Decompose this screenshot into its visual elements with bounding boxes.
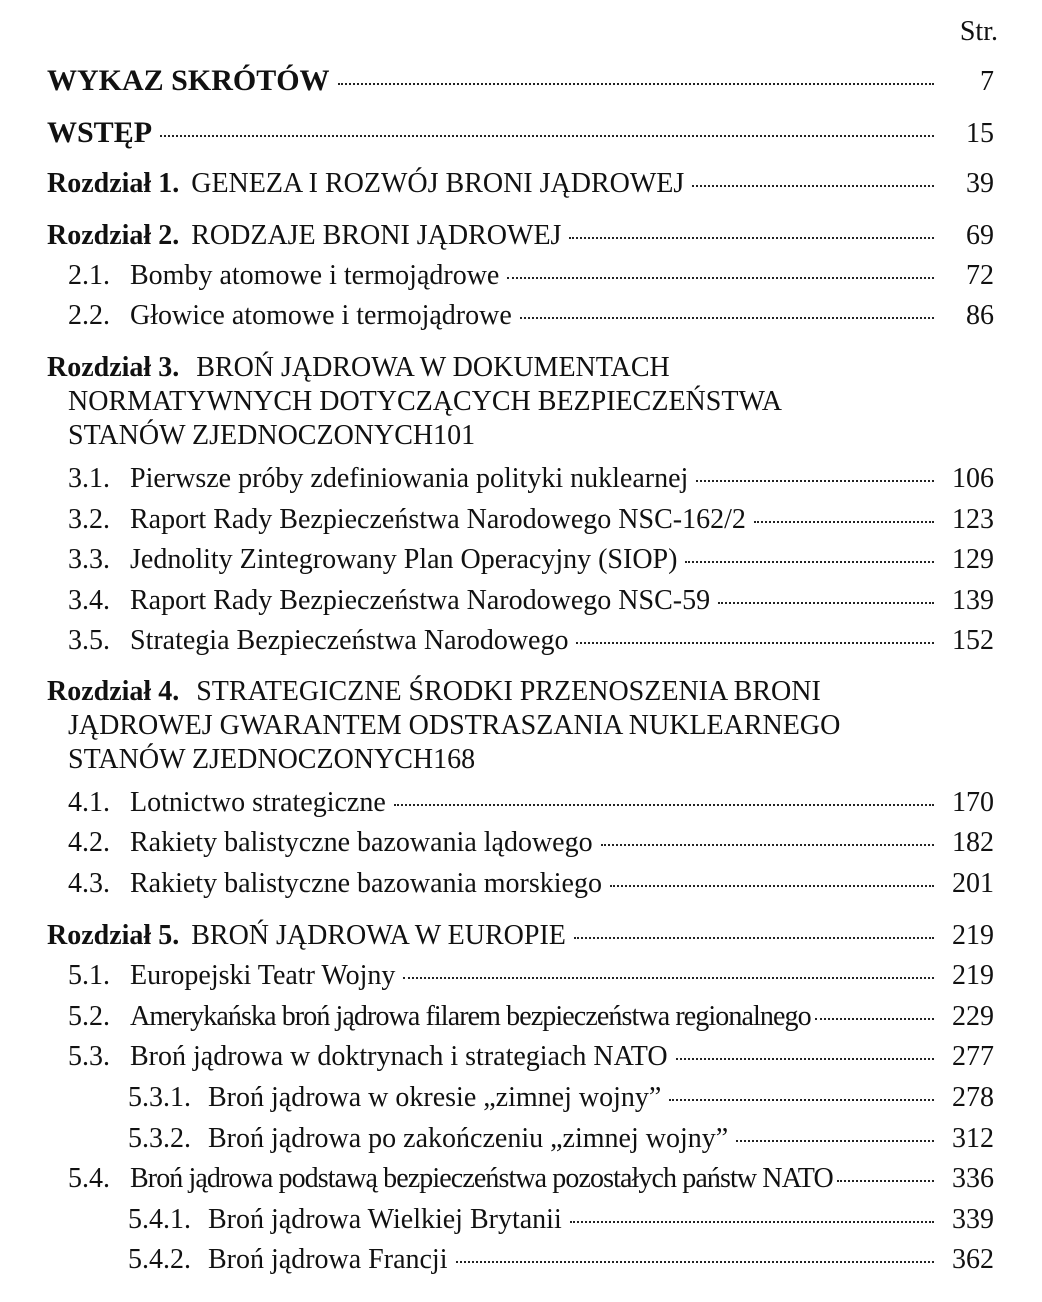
toc-page-number: 123 [952, 504, 994, 535]
toc-page-number: 219 [952, 960, 994, 991]
toc-entry-title: WYKAZ SKRÓTÓW [47, 64, 330, 97]
toc-page-number: 219 [952, 920, 994, 951]
section-number: 3.4. [68, 585, 110, 616]
toc-entry-title: Broń jądrowa w okresie „zimnej wojny” [208, 1082, 662, 1113]
toc-entry-section-5-1[interactable] [68, 958, 994, 993]
toc-page-number: 229 [952, 1001, 994, 1032]
page-column-header: Str. [959, 16, 998, 47]
chapter-heading-last-line [47, 418, 994, 453]
toc-entry-title: Pierwsze próby zdefiniowania polityki nuklearnej [130, 463, 689, 494]
section-number: 4.3. [68, 868, 110, 899]
dot-leader [569, 237, 934, 239]
toc-page-number: 101 [433, 420, 476, 451]
toc-page-number: 339 [952, 1204, 994, 1235]
toc-entry-section-3-2[interactable] [68, 502, 994, 537]
toc-page-number: 201 [952, 868, 994, 899]
toc-entry-abbreviations[interactable] [47, 62, 994, 100]
toc-page-number: 278 [952, 1082, 994, 1113]
dot-leader [507, 277, 934, 279]
toc-page-number: 168 [433, 744, 476, 775]
toc-entry-section-3-3[interactable] [68, 542, 994, 577]
toc-page-number: 336 [952, 1163, 994, 1194]
dot-leader [718, 602, 934, 604]
dot-leader [676, 1058, 934, 1060]
toc-entry-section-2-2[interactable] [68, 298, 994, 333]
chapter-label: Rozdział 4. [47, 676, 180, 707]
section-number: 3.3. [68, 544, 110, 575]
chapter-heading-line [47, 350, 994, 385]
toc-entry-chapter-1[interactable] [47, 166, 994, 201]
dot-leader [160, 135, 934, 137]
toc-page-number: 312 [952, 1123, 994, 1154]
toc-entry-title-line-1: BROŃ JĄDROWA W DOKUMENTACH [196, 352, 670, 383]
toc-page-number: 69 [966, 220, 994, 251]
toc-entry-section-3-1[interactable] [68, 461, 994, 496]
toc-page-number: 170 [952, 787, 994, 818]
toc-entry-section-4-3[interactable] [68, 866, 994, 901]
toc-entry-section-5-4-1[interactable] [128, 1202, 994, 1237]
dot-leader [601, 844, 934, 846]
toc-entry-title: BROŃ JĄDROWA W EUROPIE [191, 920, 566, 951]
toc-entry-introduction[interactable] [47, 114, 994, 152]
toc-page-number: 7 [980, 66, 994, 97]
toc-entry-section-5-3-1[interactable] [128, 1080, 994, 1115]
section-number: 5.2. [68, 1001, 110, 1032]
chapter-label: Rozdział 1. [47, 168, 180, 199]
section-number: 3.2. [68, 504, 110, 535]
section-number: 2.1. [68, 260, 110, 291]
section-number: 2.2. [68, 300, 110, 331]
dot-leader [338, 83, 934, 85]
dot-leader [696, 480, 934, 482]
section-number: 5.1. [68, 960, 110, 991]
toc-entry-title: RODZAJE BRONI JĄDROWEJ [191, 220, 562, 251]
toc-entry-title: Broń jądrowa podstawą bezpieczeństwa pozostałych państw NATO [130, 1163, 833, 1194]
toc-entry-title-line-3: STANÓW ZJEDNOCZONYCH [68, 744, 434, 775]
section-number: 5.4.1. [128, 1204, 191, 1235]
toc-entry-title: Rakiety balistyczne bazowania lądowego [130, 827, 593, 858]
toc-page-number: 72 [966, 260, 994, 291]
toc-entry-section-5-3[interactable] [68, 1039, 994, 1074]
dot-leader [685, 561, 934, 563]
dot-leader [570, 1221, 934, 1223]
chapter-label: Rozdział 3. [47, 352, 180, 383]
toc-entry-title: Bomby atomowe i termojądrowe [130, 260, 500, 291]
toc-entry-title: Broń jądrowa Francji [208, 1244, 448, 1275]
section-number: 3.1. [68, 463, 110, 494]
toc-entry-title: Strategia Bezpieczeństwa Narodowego [130, 625, 569, 656]
toc-entry-chapter-5[interactable] [47, 918, 994, 953]
toc-entry-title-line-3: STANÓW ZJEDNOCZONYCH [68, 420, 434, 451]
toc-entry-section-2-1[interactable] [68, 258, 994, 293]
chapter-label: Rozdział 2. [47, 220, 180, 251]
toc-entry-title: Broń jądrowa Wielkiej Brytanii [208, 1204, 562, 1235]
section-number: 4.1. [68, 787, 110, 818]
dot-leader [736, 1140, 934, 1142]
toc-page-number: 39 [966, 168, 994, 199]
toc-page-number: 15 [966, 118, 994, 149]
dot-leader [669, 1099, 934, 1101]
section-number: 5.4.2. [128, 1244, 191, 1275]
section-number: 5.3.2. [128, 1123, 191, 1154]
toc-entry-title: WSTĘP [47, 116, 153, 149]
toc-entry-title: Głowice atomowe i termojądrowe [130, 300, 512, 331]
toc-entry-title-line-2: NORMATYWNYCH DOTYCZĄCYCH BEZPIECZEŃSTWA [68, 386, 782, 417]
toc-entry-title: Raport Rady Bezpieczeństwa Narodowego NSC-59 [130, 585, 711, 616]
dot-leader [574, 937, 934, 939]
toc-entry-section-4-1[interactable] [68, 785, 994, 820]
section-number: 5.4. [68, 1163, 110, 1194]
dot-leader [815, 1018, 934, 1020]
toc-entry-title-line-1: STRATEGICZNE ŚRODKI PRZENOSZENIA BRONI [196, 676, 821, 707]
toc-page-number: 106 [952, 463, 994, 494]
toc-entry-section-4-2[interactable] [68, 825, 994, 860]
toc-entry-chapter-4[interactable] [47, 674, 994, 777]
toc-entry-title-line-2: JĄDROWEJ GWARANTEM ODSTRASZANIA NUKLEARNEGO [68, 710, 841, 741]
toc-entry-title: Rakiety balistyczne bazowania morskiego [130, 868, 602, 899]
toc-page-number: 86 [966, 300, 994, 331]
section-number: 5.3.1. [128, 1082, 191, 1113]
toc-entry-chapter-2[interactable] [47, 218, 994, 253]
toc-page-number: 182 [952, 827, 994, 858]
toc-entry-section-5-2[interactable] [68, 999, 994, 1034]
chapter-heading-last-line [47, 742, 994, 777]
dot-leader [754, 521, 934, 523]
toc-entry-title: Broń jądrowa w doktrynach i strategiach NATO [130, 1041, 668, 1072]
chapter-label: Rozdział 5. [47, 920, 180, 951]
section-number: 5.3. [68, 1041, 110, 1072]
toc-entry-title: Broń jądrowa po zakończeniu „zimnej wojny” [208, 1123, 729, 1154]
toc-page-number: 362 [952, 1244, 994, 1275]
dot-leader [456, 1261, 935, 1263]
dot-leader [610, 885, 934, 887]
dot-leader [520, 317, 934, 319]
toc-entry-title: Jednolity Zintegrowany Plan Operacyjny (SIOP) [130, 544, 678, 575]
toc-entry-section-5-3-2[interactable] [128, 1121, 994, 1156]
chapter-heading-line [47, 674, 994, 709]
toc-page-number: 277 [952, 1041, 994, 1072]
dot-leader [692, 185, 934, 187]
toc-entry-section-3-5[interactable] [68, 623, 994, 658]
toc-entry-title: GENEZA I ROZWÓJ BRONI JĄDROWEJ [191, 168, 685, 199]
toc-page-number: 139 [952, 585, 994, 616]
dot-leader [837, 1180, 934, 1182]
toc-entry-title: Europejski Teatr Wojny [130, 960, 396, 991]
dot-leader [576, 642, 934, 644]
section-number: 4.2. [68, 827, 110, 858]
toc-entry-section-5-4-2[interactable] [128, 1242, 994, 1277]
toc-page-number: 129 [952, 544, 994, 575]
dot-leader [394, 804, 934, 806]
toc-page-number: 152 [952, 625, 994, 656]
toc-entry-chapter-3[interactable] [47, 350, 994, 453]
toc-entry-section-5-4[interactable] [68, 1161, 994, 1196]
toc-entry-section-3-4[interactable] [68, 583, 994, 618]
toc-entry-title: Lotnictwo strategiczne [130, 787, 386, 818]
dot-leader [403, 977, 934, 979]
toc-entry-title: Raport Rady Bezpieczeństwa Narodowego NSC-162/2 [130, 504, 746, 535]
toc-entry-title: Amerykańska broń jądrowa filarem bezpieczeństwa regionalnego [130, 1001, 811, 1032]
section-number: 3.5. [68, 625, 110, 656]
